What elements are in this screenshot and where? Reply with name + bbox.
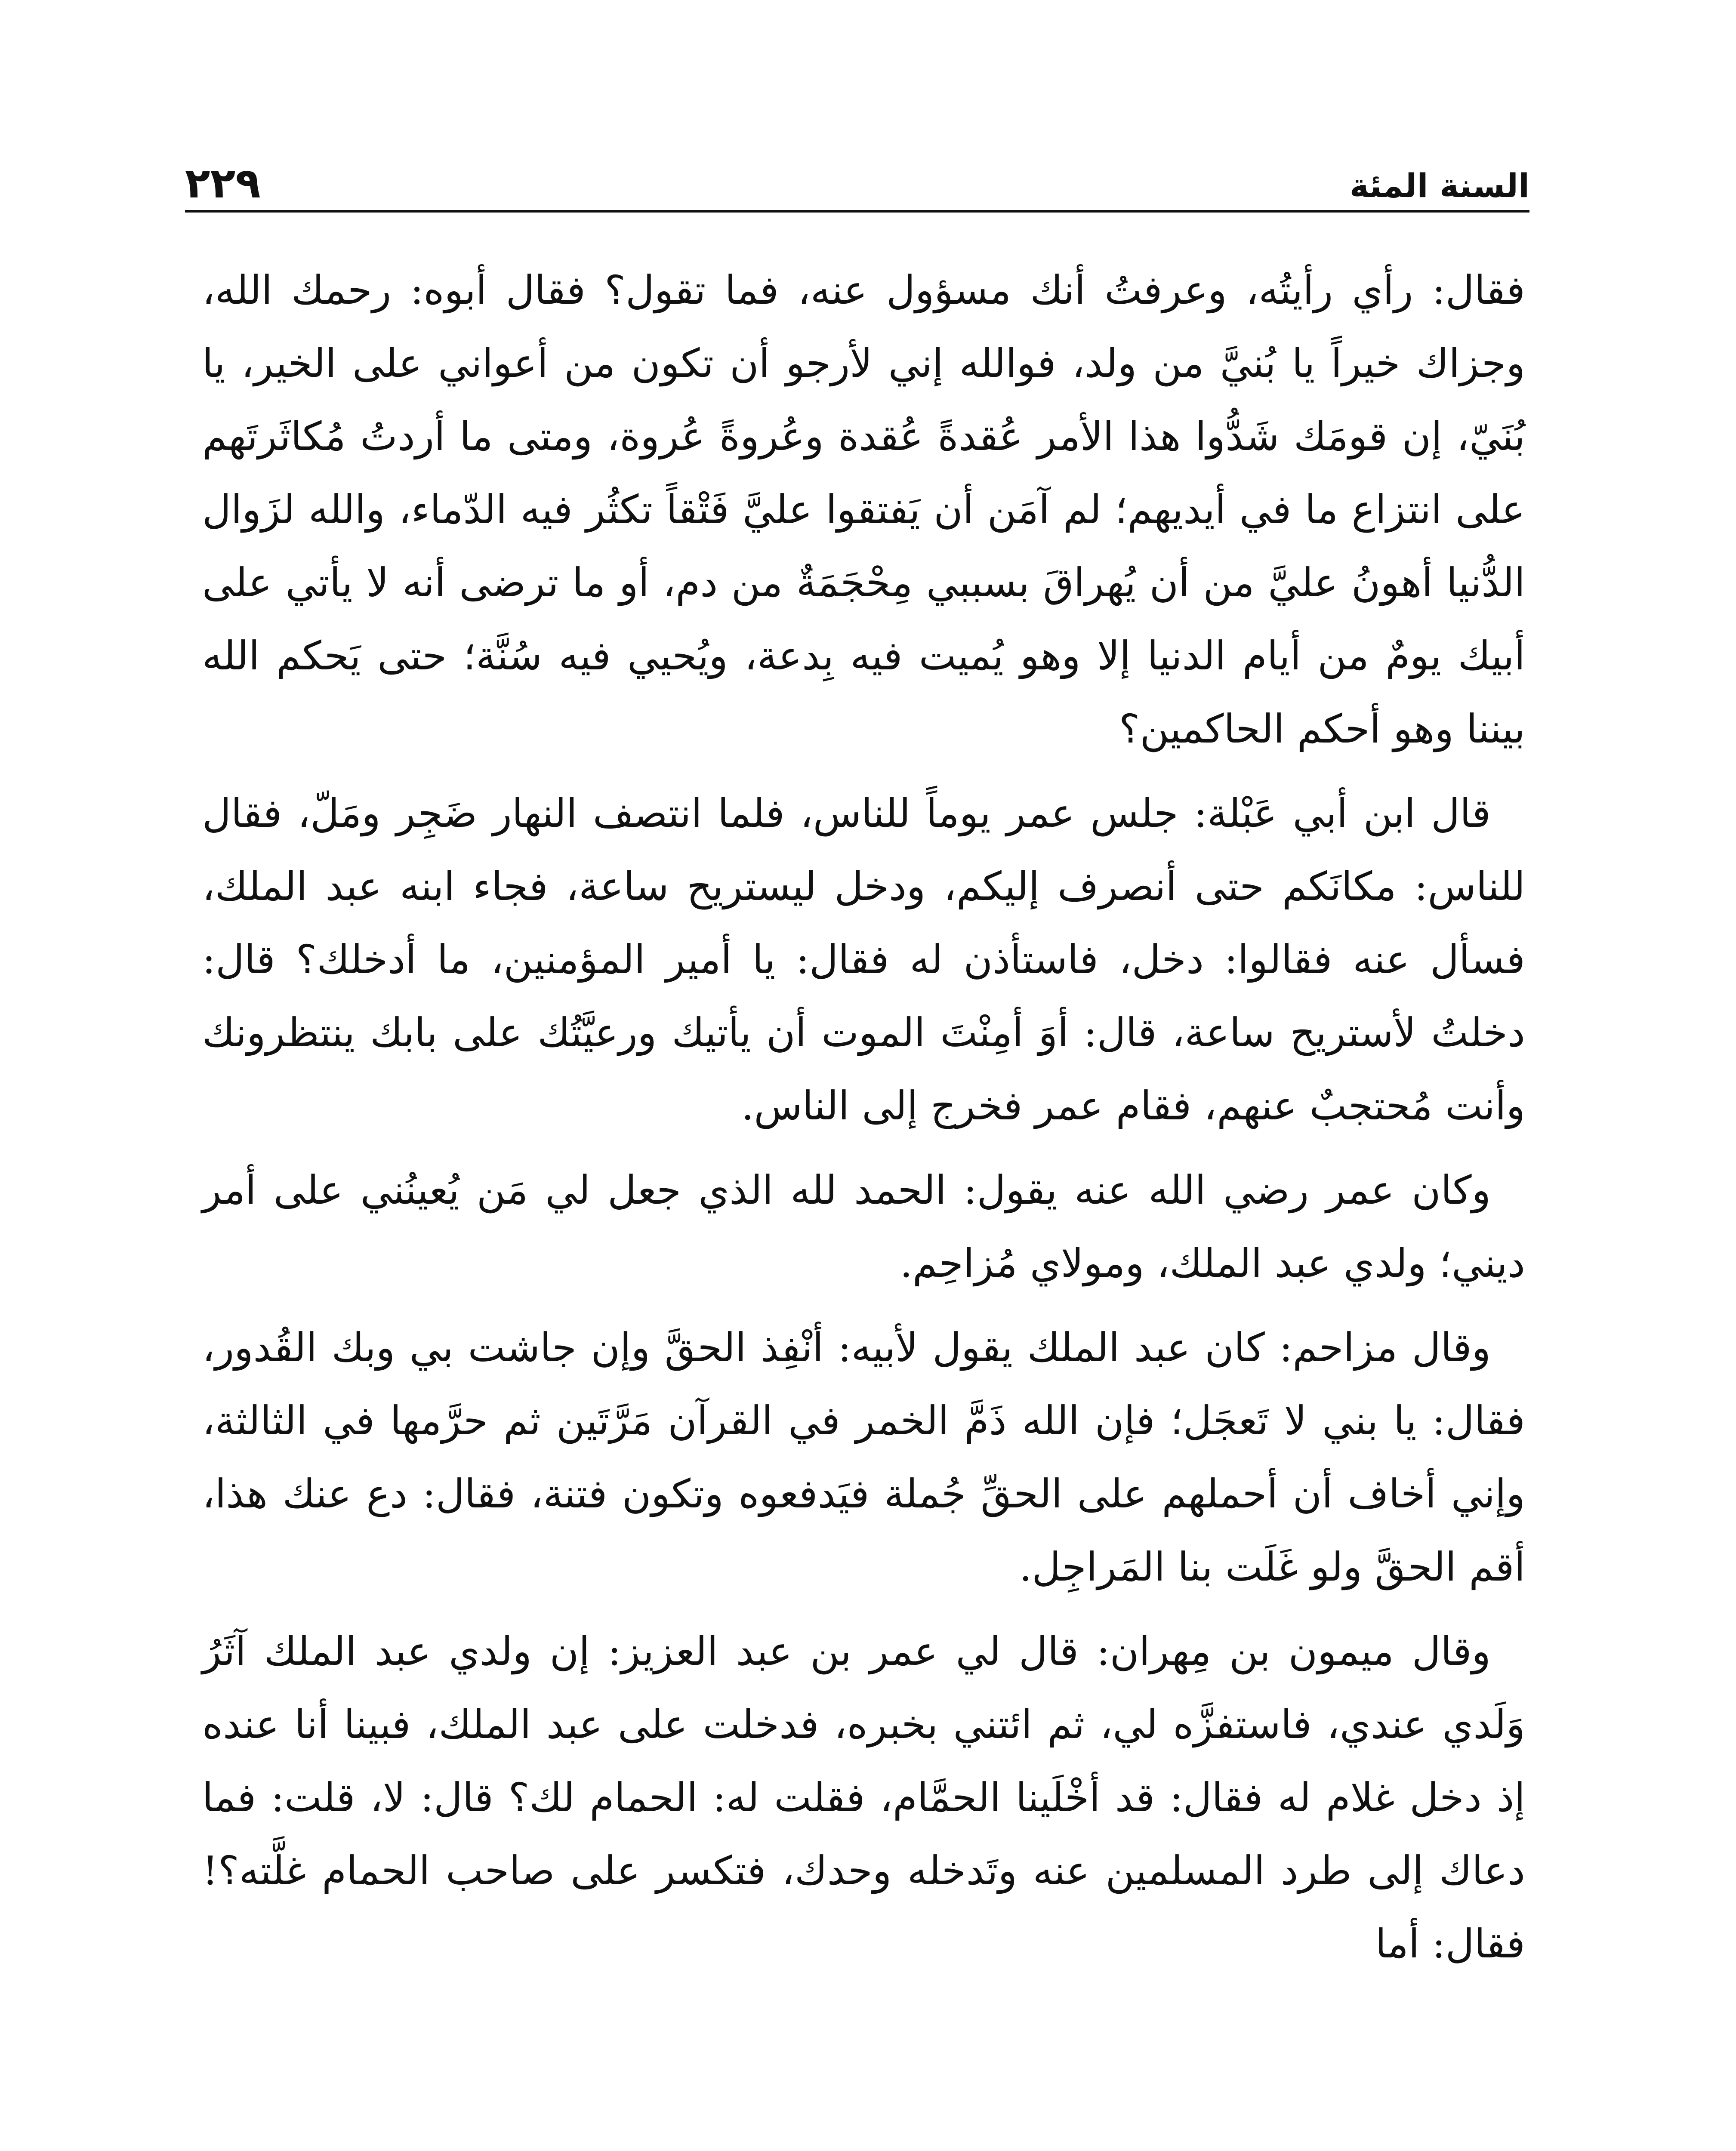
paragraph-4: وقال مزاحم: كان عبد الملك يقول لأبيه: أنْفِذ الحقَّ وإن جاشت بي وبك القُدور، فقال: يا بني لا تَعجَل؛ فإن الله ذَمَّ الخمر في القرآن مَرَّتَين ثم حرَّمها في الثالثة، وإني أخاف أن أحملهم على الحقِّ جُملة فيَدفعوه وتكون فتنة، فقال: دع عنك هذا، أقم الحقَّ ولو غَلَت بنا المَراجِل. [202, 1325, 1525, 1590]
running-title: السنة المئة [1349, 166, 1529, 205]
paragraph-1: فقال: رأي رأيتُه، وعرفتُ أنك مسؤول عنه، فما تقول؟ فقال أبوه: رحمك الله، وجزاك خيراً يا بُنيَّ من ولد، فوالله إني لأرجو أن تكون من أعواني على الخير، يا بُنَيّ، إن قومَك شَدُّوا هذا الأمر عُقدةً عُقدة وعُروةً عُروة، ومتى ما أردتُ مُكاثَرتَهم على انتزاع ما في أيديهم؛ لم آمَن أن يَفتقوا عليَّ فَتْقاً تكثُر فيه الدّماء، والله لزَوال الدُّنيا أهونُ عليَّ من أن يُهراقَ بسببي مِحْجَمَةٌ من دم، أو ما ترضى أنه لا يأتي على أبيك يومٌ من أيام الدنيا إلا وهو يُميت فيه بِدعة، ويُحيي فيه سُنَّة؛ حتى يَحكم الله بيننا وهو أحكم الحاكمين؟ [202, 267, 1525, 752]
page-header [185, 142, 1529, 206]
paragraph-2: قال ابن أبي عَبْلة: جلس عمر يوماً للناس، فلما انتصف النهار ضَجِر ومَلّ، فقال للناس: مكانَكم حتى أنصرف إليكم، ودخل ليستريح ساعة، فجاء ابنه عبد الملك، فسأل عنه فقالوا: دخل، فاستأذن له فقال: يا أمير المؤمنين، ما أدخلك؟ قال: دخلتُ لأستريح ساعة، قال: أوَ أمِنْتَ الموت أن يأتيك ورعيَّتُك على بابك ينتظرونك وأنت مُحتجبٌ عنهم، فقام عمر فخرج إلى الناس. [202, 790, 1525, 1129]
paragraph-3: وكان عمر رضي الله عنه يقول: الحمد لله الذي جعل لي مَن يُعينُني على أمر ديني؛ ولدي عبد الملك، ومولاي مُزاحِم. [202, 1167, 1525, 1286]
header-rule [185, 210, 1529, 213]
page-number: ٢٢٩ [185, 159, 261, 207]
body-text [202, 254, 1525, 1992]
paragraph-5: وقال ميمون بن مِهران: قال لي عمر بن عبد العزيز: إن ولدي عبد الملك آثَرُ وَلَدي عندي، فاستفزَّه لي، ثم ائتني بخبره، فدخلت على عبد الملك، فبينا أنا عنده إذ دخل غلام له فقال: قد أخْلَينا الحمَّام، فقلت له: الحمام لك؟ قال: لا، قلت: فما دعاك إلى طرد المسلمين عنه وتَدخله وحدك، فتكسر على صاحب الحمام غلَّته؟! فقال: أما [202, 1628, 1525, 1967]
